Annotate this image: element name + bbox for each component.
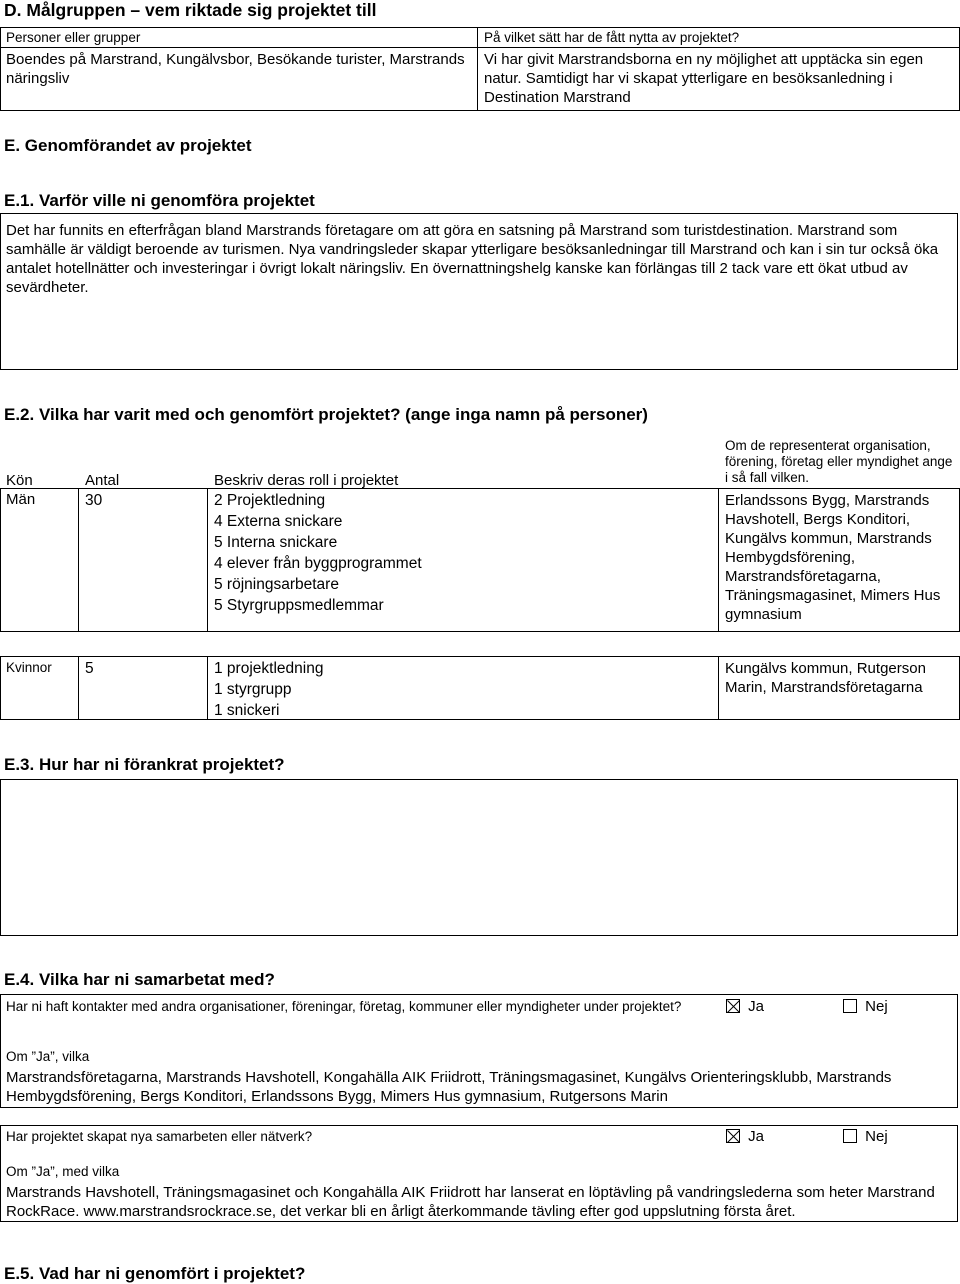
- target-group-label: Personer eller grupper: [6, 30, 141, 45]
- row-men-kon: Män: [6, 491, 36, 508]
- table-divider: [477, 27, 478, 111]
- table-divider: [0, 631, 960, 632]
- network-yes-option[interactable]: [726, 1127, 764, 1146]
- table-divider: [0, 656, 1, 719]
- table-divider: [78, 656, 79, 719]
- table-divider: [78, 488, 79, 631]
- collaboration-question: Har ni haft kontakter med andra organisationer, föreningar, företag, kommuner eller myndigheter under projektet?: [6, 999, 682, 1014]
- network-no-option[interactable]: [843, 1127, 888, 1146]
- row-men-roll: 2 Projektledning 4 Externa snickare 5 Interna snickare 4 elever från byggprogrammet 5 röjningsarbetare 5 Styrgruppsmedlemmar: [214, 492, 422, 614]
- checkbox-no[interactable]: [843, 1129, 857, 1143]
- col-header-antal: Antal: [85, 472, 120, 489]
- table-divider: [0, 47, 960, 48]
- collaboration-followup-label: Om ”Ja”, vilka: [6, 1049, 90, 1064]
- checkbox-yes-checked[interactable]: [726, 999, 740, 1013]
- network-question: Har projektet skapat nya samarbeten eller nätverk?: [6, 1129, 313, 1144]
- row-men-antal: 30: [85, 492, 103, 509]
- row-women-roll: 1 projektledning 1 styrgrupp 1 snickeri: [214, 660, 324, 719]
- section-e-heading: E. Genomförandet av projektet: [4, 136, 252, 155]
- table-divider: [207, 488, 208, 631]
- checkbox-no[interactable]: [843, 999, 857, 1013]
- collaboration-followup-value: Marstrandsföretagarna, Marstrands Havshotell, Kongahälla AIK Friidrott, Träningsmagasinet, Kungälvs Orienteringsklubb, Marstrands Hembygdsförening, Bergs Konditori, Erlandssons Bygg, Mimers Hus gymnasium, Rutgersons Marin: [6, 1069, 892, 1105]
- e4-heading: E.4. Vilka har ni samarbetat med?: [4, 970, 275, 989]
- benefit-label: På vilket sätt har de fått nytta av projektet?: [484, 30, 740, 45]
- table-divider: [0, 488, 1, 631]
- table-divider: [718, 488, 719, 631]
- table-divider: [0, 488, 960, 489]
- target-group-value: Boendes på Marstrand, Kungälvsbor, Besökande turister, Marstrands näringsliv: [6, 51, 465, 87]
- checkbox-yes-checked[interactable]: [726, 1129, 740, 1143]
- row-women-antal: 5: [85, 660, 94, 677]
- table-divider: [0, 656, 960, 657]
- row-women-kon: Kvinnor: [6, 660, 52, 675]
- col-header-org: Om de representerat organisation, förening, företag eller myndighet ange i så fall vilken.: [725, 438, 953, 485]
- e1-answer-text: Det har funnits en efterfrågan bland Marstrands företagare om att göra en satsning på Marstrand som turistdestination. Marstrand som samhälle är väldigt beroende av turismen. Nya vandringsleder skapar ytterligare besöksanledningar till Marstrand och kan i sin tur också öka antalet hotellnätter och investeringar i övrigt lokalt näringsliv. En övernattningshelg kanske kan förlängas till 2 tack vare ett ökat utbud av sevärdheter.: [6, 222, 939, 296]
- yes-label: Ja: [748, 998, 765, 1015]
- e5-heading: E.5. Vad har ni genomfört i projektet?: [4, 1264, 306, 1283]
- network-followup-label: Om ”Ja”, med vilka: [6, 1164, 120, 1179]
- row-men-org: Erlandssons Bygg, Marstrands Havshotell, Bergs Konditori, Kungälvs kommun, Marstrands Hembygdsförening, Marstrandsföretagarna, Träningsmagasinet, Mimers Hus gymnasium: [725, 492, 941, 623]
- benefit-value: Vi har givit Marstrandsborna en ny möjlighet att upptäcka sin egen natur. Samtidigt har vi skapat ytterligare en besöksanledning i Destination Marstrand: [484, 51, 924, 106]
- table-divider: [207, 656, 208, 719]
- row-women-org: Kungälvs kommun, Rutgerson Marin, Marstrandsföretagarna: [725, 660, 926, 696]
- e1-heading: E.1. Varför ville ni genomföra projektet: [4, 191, 315, 210]
- e3-answer-box: [0, 779, 958, 936]
- section-d-heading: D. Målgruppen – vem riktade sig projektet till: [4, 0, 377, 20]
- no-label: Nej: [865, 1128, 888, 1145]
- table-divider: [718, 656, 719, 719]
- collaboration-no-option[interactable]: [843, 997, 888, 1016]
- yes-label: Ja: [748, 1128, 765, 1145]
- collaboration-yes-option[interactable]: [726, 997, 764, 1016]
- col-header-roll: Beskriv deras roll i projektet: [214, 472, 399, 489]
- no-label: Nej: [865, 998, 888, 1015]
- e2-heading: E.2. Vilka har varit med och genomfört projektet? (ange inga namn på personer): [4, 405, 648, 424]
- col-header-kon: Kön: [6, 472, 33, 489]
- e3-heading: E.3. Hur har ni förankrat projektet?: [4, 755, 285, 774]
- network-followup-value: Marstrands Havshotell, Träningsmagasinet och Kongahälla AIK Friidrott har lanserat en löptävling på vandringslederna som heter Marstrand RockRace. www.marstrandsrockrace.se, det verkar bli en årligt återkommande tävling efter god uppslutning första året.: [6, 1184, 935, 1220]
